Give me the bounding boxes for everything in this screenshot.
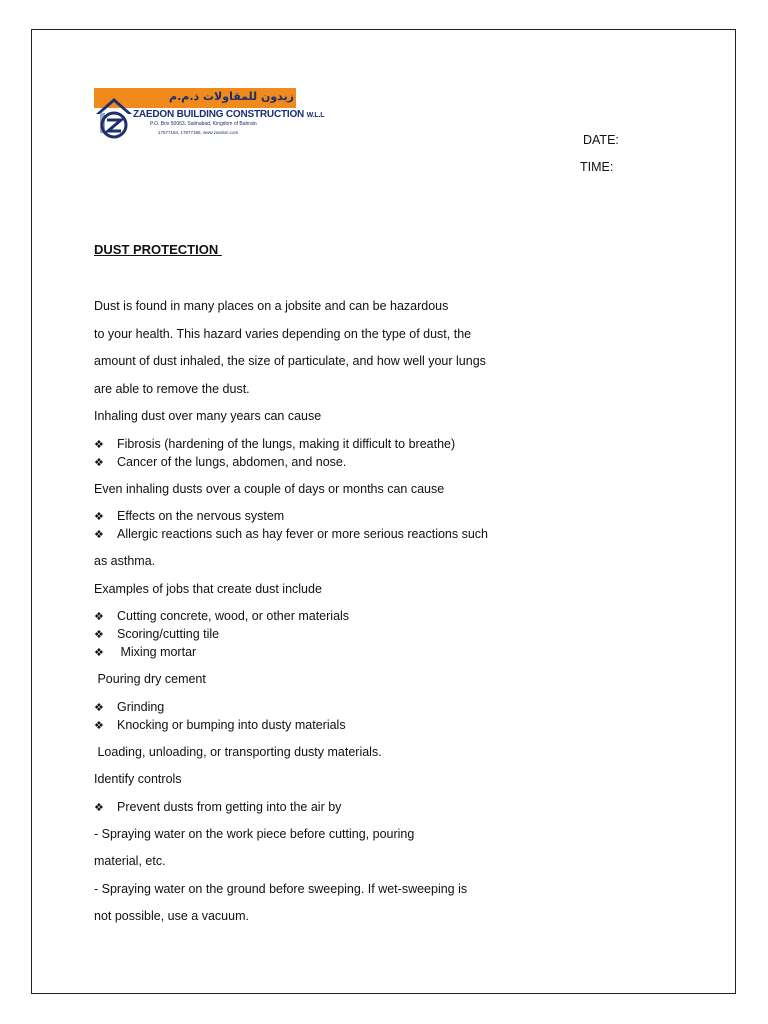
list-item: ❖ Cutting concrete, wood, or other materials (94, 607, 654, 625)
document-page (31, 29, 736, 994)
list-item: ❖ Effects on the nervous system (94, 507, 654, 525)
paragraph-line: not possible, use a vacuum. (94, 909, 249, 923)
paragraph-line: Loading, unloading, or transporting dusty materials. (94, 744, 382, 759)
company-logo (94, 88, 325, 146)
list-item: ❖ Prevent dusts from getting into the air by (94, 798, 654, 816)
paragraph-line: Examples of jobs that create dust include (94, 581, 322, 596)
paragraph-line: - Spraying water on the ground before sweeping. If wet-sweeping is (94, 881, 468, 896)
paragraph-line: are able to remove the dust. (94, 381, 250, 396)
bullet-icon: ❖ (94, 456, 104, 469)
paragraph-line: Dust is found in many places on a jobsite and can be hazardous (94, 299, 449, 313)
list-item: ❖ Grinding (94, 698, 654, 716)
logo-house-icon (94, 92, 134, 146)
paragraph-line: Identify controls (94, 772, 182, 786)
bullet-icon: ❖ (94, 647, 104, 659)
paragraph-line: Pouring dry cement (94, 672, 206, 686)
bullet-icon: ❖ (94, 801, 104, 814)
logo-arabic-name: زيدون للمقاولات ذ.م.م (169, 90, 294, 103)
document-title: DUST PROTECTION (94, 242, 222, 257)
bullet-icon: ❖ (94, 529, 104, 541)
bullet-icon: ❖ (94, 701, 104, 714)
document-body (94, 297, 654, 935)
paragraph-line: Inhaling dust over many years can cause (94, 409, 322, 423)
bullet-icon: ❖ (94, 611, 104, 623)
bullet-icon: ❖ (94, 438, 104, 451)
paragraph-line: Even inhaling dusts over a couple of days or months can cause (94, 481, 445, 496)
paragraph-line: to your health. This hazard varies depending on the type of dust, the (94, 326, 472, 341)
logo-company-name: ZAEDON BUILDING CONSTRUCTION W.L.L (133, 109, 325, 120)
paragraph-line: as asthma. (94, 554, 156, 568)
list-item: ❖ Cancer of the lungs, abdomen, and nose. (94, 453, 654, 471)
paragraph-line: amount of dust inhaled, the size of particulate, and how well your lungs (94, 354, 486, 368)
logo-contacts: 17877184, 17877185, www.zaedon.com (158, 130, 239, 135)
bullet-icon: ❖ (94, 719, 104, 732)
list-item: ❖ Mixing mortar (94, 643, 654, 661)
paragraph-line: - Spraying water on the work piece before cutting, pouring (94, 826, 415, 841)
time-label: TIME: (580, 160, 614, 174)
date-label: DATE: (583, 133, 619, 147)
list-item: ❖ Knocking or bumping into dusty materials (94, 716, 654, 734)
logo-address: P.O. Box 50063, Salmabad, Kingdom of Bahrain (150, 121, 257, 127)
bullet-icon: ❖ (94, 629, 104, 641)
list-item: ❖ Fibrosis (hardening of the lungs, making it difficult to breathe) (94, 435, 654, 453)
list-item: ❖ Scoring/cutting tile (94, 625, 654, 643)
list-item: ❖ Allergic reactions such as hay fever or more serious reactions such (94, 525, 654, 543)
bullet-icon: ❖ (94, 511, 104, 523)
paragraph-line: material, etc. (94, 854, 166, 868)
